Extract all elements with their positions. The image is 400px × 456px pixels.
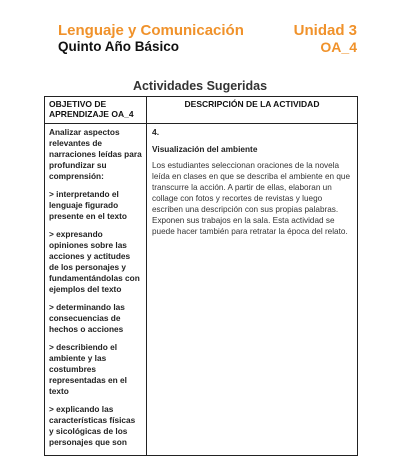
objective-column-header: OBJETIVO DE APRENDIZAJE OA_4 <box>45 97 147 124</box>
description-cell <box>147 124 358 456</box>
section-title: Actividades Sugeridas <box>132 79 268 93</box>
activity-description: Los estudiantes seleccionan oraciones de la novela leída en clases en que se describa el ambiente en que transcurre la acción. A partir de ellas, elaboran un collage con fotos y recortes de revistas y luego escriben una descripción con sus propias palabras. Exponen sus trabajos en la sala. Esta actividad se puede hacer también para retratar la época del relato. <box>152 161 350 236</box>
objectives-cell <box>45 124 147 456</box>
header-right <box>294 22 357 55</box>
activity-title: Visualización del ambiente <box>152 144 258 154</box>
objective-intro: Analizar aspectos relevantes de narraciones leídas para profundizar su comprensión: <box>49 127 142 181</box>
objective-item: > interpretando el lenguaje figurado presente en el texto <box>49 189 127 221</box>
header-left <box>58 22 244 55</box>
objective-item: > determinando las consecuencias de hechos o acciones <box>49 302 125 334</box>
page-header <box>0 0 400 60</box>
table-row <box>45 124 358 456</box>
objective-item: > describiendo el ambiente y las costumbres representadas en el texto <box>49 342 127 396</box>
description-column-header: DESCRIPCIÓN DE LA ACTIVIDAD <box>147 97 358 124</box>
activities-table <box>44 96 358 456</box>
grade-title: Quinto Año Básico <box>58 39 179 54</box>
subject-title: Lenguaje y Comunicación <box>58 22 244 39</box>
unit-label: Unidad 3 <box>293 22 357 39</box>
objective-code: OA_4 <box>320 39 357 55</box>
table-header-row <box>45 97 358 124</box>
activity-number: 4. <box>152 127 160 137</box>
objective-item: > expresando opiniones sobre las acciones y actitudes de los personajes y fundamentándolas con ejemplos del texto <box>49 229 140 294</box>
objective-item: > explicando las características físicas y sicológicas de los personajes que son <box>49 404 136 447</box>
